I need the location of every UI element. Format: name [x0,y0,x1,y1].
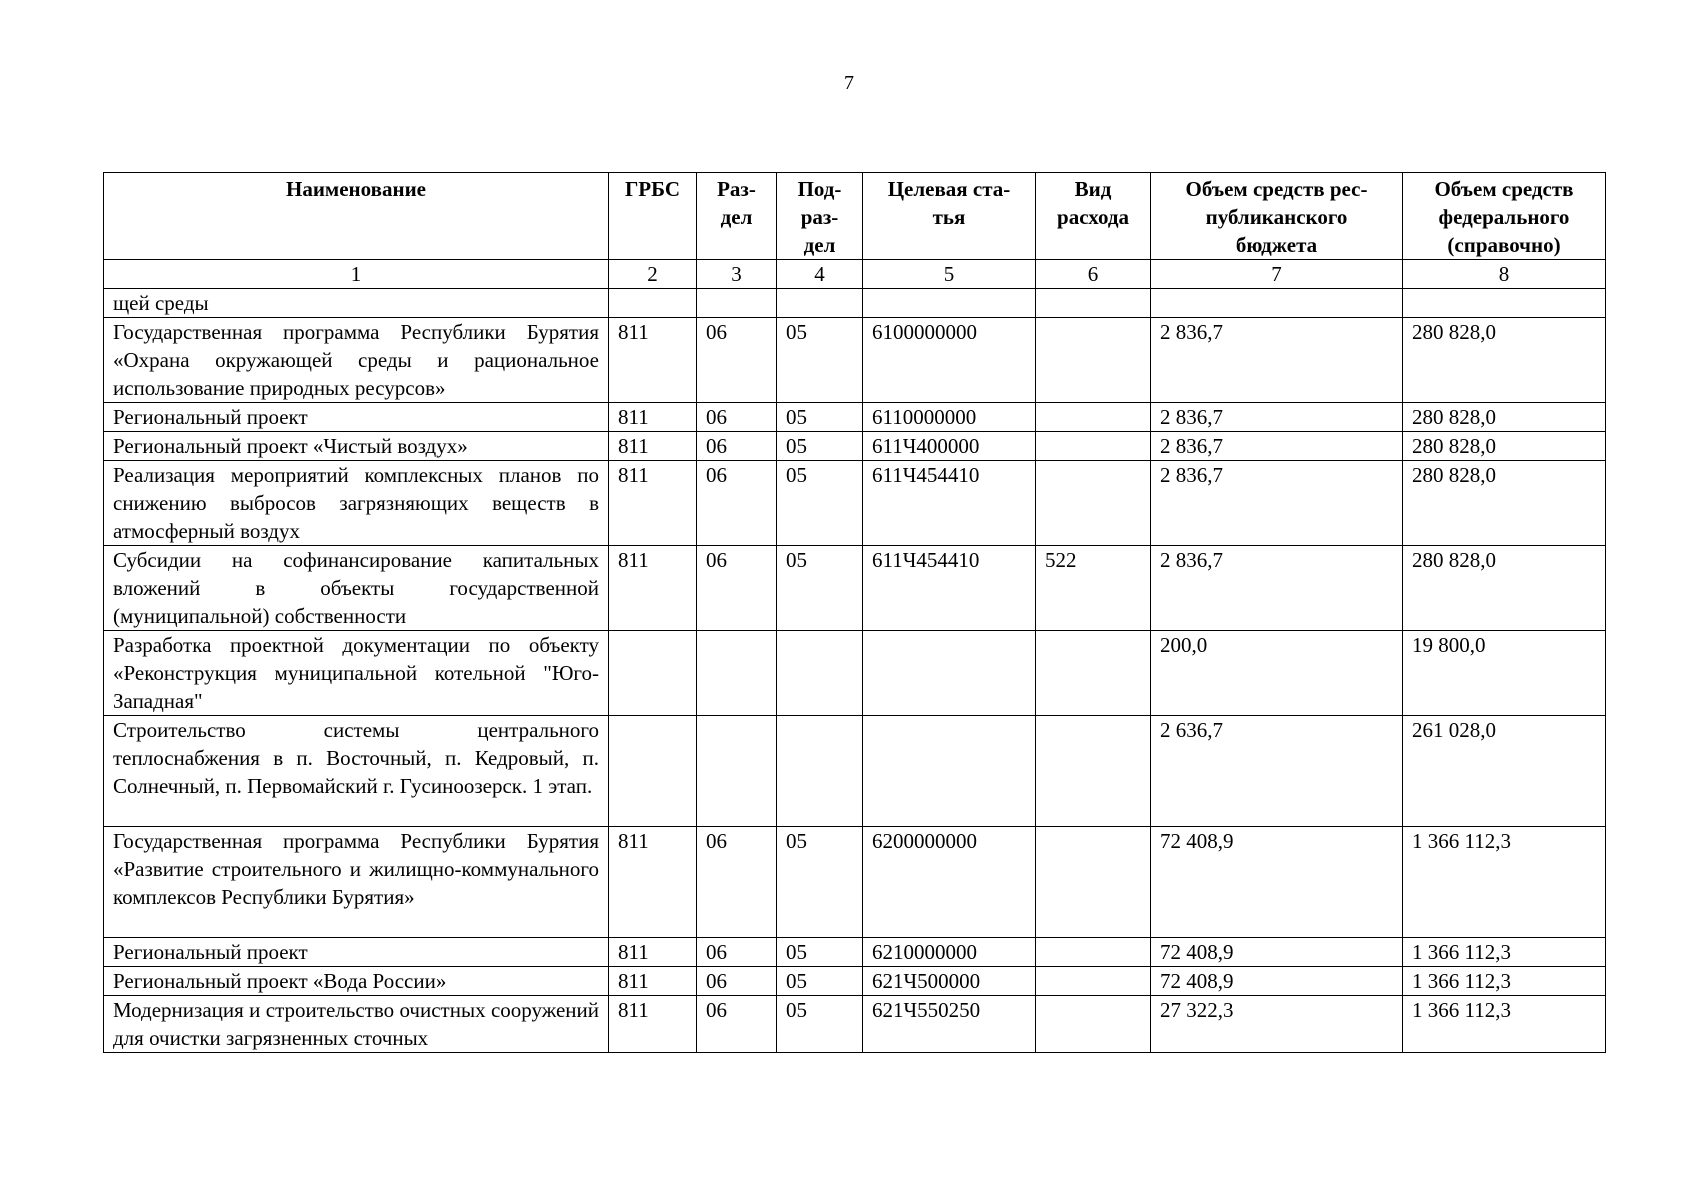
cell-respublikanskiy: 72 408,9 [1151,938,1403,967]
cell-grbs [609,716,697,827]
cell-podrazdel: 05 [777,318,863,403]
cell-podrazdel [777,716,863,827]
table-row [104,318,1606,403]
cell-vid-raskhoda [1036,289,1151,318]
header-celevaya-statya: Целевая ста- тья [863,173,1036,260]
table-row [104,289,1606,318]
header-razdel: Раз- дел [697,173,777,260]
cell-federalnyy: 1 366 112,3 [1403,996,1606,1053]
cell-respublikanskiy: 200,0 [1151,631,1403,716]
header-podrazdel: Под- раз- дел [777,173,863,260]
cell-celevaya-statya: 621Ч550250 [863,996,1036,1053]
cell-razdel [697,631,777,716]
cell-name: Государственная программа Республики Бурятия «Развитие строительного и жилищно-коммунального комплексов Республики Бурятия» [104,827,609,938]
cell-name: Модернизация и строительство очистных сооружений для очистки загрязненных сточных [104,996,609,1053]
table-row [104,716,1606,827]
column-number: 4 [777,260,863,289]
cell-respublikanskiy: 72 408,9 [1151,967,1403,996]
table-row [104,546,1606,631]
cell-federalnyy: 1 366 112,3 [1403,938,1606,967]
column-number: 8 [1403,260,1606,289]
cell-podrazdel: 05 [777,967,863,996]
table-row [104,827,1606,938]
cell-federalnyy: 1 366 112,3 [1403,967,1606,996]
column-numbers-row [104,260,1606,289]
cell-name: Государственная программа Республики Бурятия «Охрана окружающей среды и рациональное использование природных ресурсов» [104,318,609,403]
cell-federalnyy: 261 028,0 [1403,716,1606,827]
cell-name: Реализация мероприятий комплексных планов по снижению выбросов загрязняющих веществ в атмосферный воздух [104,461,609,546]
cell-razdel: 06 [697,403,777,432]
cell-razdel [697,716,777,827]
cell-respublikanskiy: 2 836,7 [1151,403,1403,432]
table-row [104,938,1606,967]
cell-grbs [609,631,697,716]
cell-podrazdel: 05 [777,546,863,631]
cell-podrazdel [777,631,863,716]
cell-respublikanskiy: 2 836,7 [1151,461,1403,546]
cell-vid-raskhoda [1036,403,1151,432]
cell-grbs: 811 [609,827,697,938]
cell-federalnyy: 280 828,0 [1403,546,1606,631]
cell-vid-raskhoda [1036,967,1151,996]
column-number: 2 [609,260,697,289]
table-row [104,403,1606,432]
cell-vid-raskhoda [1036,461,1151,546]
cell-grbs [609,289,697,318]
cell-podrazdel: 05 [777,432,863,461]
table-header [104,173,1606,260]
cell-federalnyy: 19 800,0 [1403,631,1606,716]
cell-respublikanskiy: 2 836,7 [1151,318,1403,403]
cell-federalnyy: 280 828,0 [1403,403,1606,432]
column-number: 6 [1036,260,1151,289]
cell-podrazdel: 05 [777,403,863,432]
cell-name: щей среды [104,289,609,318]
page-number: 7 [844,72,854,94]
cell-name: Разработка проектной документации по объекту «Реконструкция муниципальной котельной "Юго-Западная" [104,631,609,716]
cell-podrazdel: 05 [777,996,863,1053]
cell-respublikanskiy: 2 636,7 [1151,716,1403,827]
cell-federalnyy [1403,289,1606,318]
cell-grbs: 811 [609,938,697,967]
cell-respublikanskiy: 2 836,7 [1151,546,1403,631]
table-row [104,461,1606,546]
table-row [104,432,1606,461]
cell-celevaya-statya [863,631,1036,716]
cell-respublikanskiy: 72 408,9 [1151,827,1403,938]
cell-grbs: 811 [609,461,697,546]
cell-vid-raskhoda [1036,716,1151,827]
cell-razdel: 06 [697,318,777,403]
cell-razdel: 06 [697,432,777,461]
cell-name: Региональный проект [104,938,609,967]
cell-vid-raskhoda [1036,996,1151,1053]
cell-grbs: 811 [609,967,697,996]
cell-razdel [697,289,777,318]
header-name: Наименование [104,173,609,260]
cell-razdel: 06 [697,996,777,1053]
cell-razdel: 06 [697,967,777,996]
cell-name: Строительство системы центрального теплоснабжения в п. Восточный, п. Кедровый, п. Солнечный, п. Первомайский г. Гусиноозерск. 1 этап. [104,716,609,827]
column-number: 1 [104,260,609,289]
cell-vid-raskhoda [1036,631,1151,716]
cell-vid-raskhoda [1036,432,1151,461]
cell-federalnyy: 280 828,0 [1403,432,1606,461]
cell-podrazdel: 05 [777,827,863,938]
cell-vid-raskhoda [1036,938,1151,967]
table-row [104,631,1606,716]
cell-respublikanskiy: 27 322,3 [1151,996,1403,1053]
cell-celevaya-statya: 6210000000 [863,938,1036,967]
cell-celevaya-statya [863,716,1036,827]
cell-razdel: 06 [697,546,777,631]
cell-celevaya-statya: 6200000000 [863,827,1036,938]
cell-federalnyy: 280 828,0 [1403,318,1606,403]
cell-razdel: 06 [697,461,777,546]
header-grbs: ГРБС [609,173,697,260]
cell-federalnyy: 1 366 112,3 [1403,827,1606,938]
cell-podrazdel: 05 [777,938,863,967]
header-respublikanskiy-budget: Объем средств рес- публиканского бюджета [1151,173,1403,260]
table-row [104,967,1606,996]
cell-grbs: 811 [609,432,697,461]
cell-grbs: 811 [609,546,697,631]
cell-respublikanskiy [1151,289,1403,318]
cell-grbs: 811 [609,996,697,1053]
cell-vid-raskhoda: 522 [1036,546,1151,631]
cell-celevaya-statya: 6110000000 [863,403,1036,432]
cell-razdel: 06 [697,938,777,967]
column-number: 3 [697,260,777,289]
cell-name: Региональный проект «Чистый воздух» [104,432,609,461]
header-vid-raskhoda: Вид расхода [1036,173,1151,260]
column-number: 5 [863,260,1036,289]
cell-name: Субсидии на софинансирование капитальных вложений в объекты государственной (муниципальной) собственности [104,546,609,631]
cell-podrazdel [777,289,863,318]
cell-celevaya-statya: 611Ч400000 [863,432,1036,461]
header-federalnyy-budget: Объем средств федерального (справочно) [1403,173,1606,260]
cell-name: Региональный проект «Вода России» [104,967,609,996]
cell-federalnyy: 280 828,0 [1403,461,1606,546]
cell-name: Региональный проект [104,403,609,432]
column-number: 7 [1151,260,1403,289]
budget-table [103,172,1606,1053]
cell-razdel: 06 [697,827,777,938]
cell-grbs: 811 [609,403,697,432]
cell-celevaya-statya: 621Ч500000 [863,967,1036,996]
cell-vid-raskhoda [1036,318,1151,403]
cell-podrazdel: 05 [777,461,863,546]
cell-celevaya-statya: 611Ч454410 [863,546,1036,631]
table-row [104,996,1606,1053]
cell-celevaya-statya: 611Ч454410 [863,461,1036,546]
cell-respublikanskiy: 2 836,7 [1151,432,1403,461]
cell-celevaya-statya [863,289,1036,318]
cell-celevaya-statya: 6100000000 [863,318,1036,403]
cell-grbs: 811 [609,318,697,403]
table-body [104,260,1606,1053]
cell-vid-raskhoda [1036,827,1151,938]
